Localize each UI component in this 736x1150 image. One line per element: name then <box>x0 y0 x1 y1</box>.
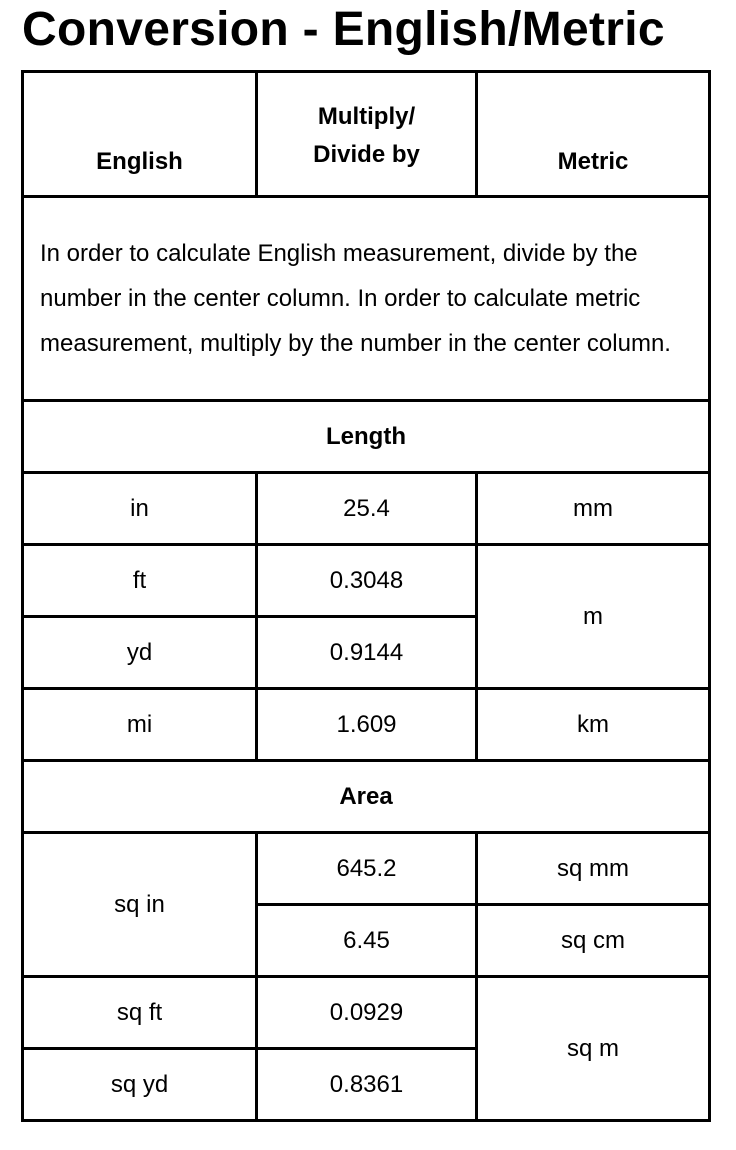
english-unit-cell: ft <box>23 545 257 617</box>
page-title: Conversion - English/Metric <box>22 3 665 56</box>
factor-cell: 0.0929 <box>257 977 477 1049</box>
metric-unit-cell: sq mm <box>477 833 710 905</box>
header-english: English <box>23 72 257 197</box>
english-unit-cell: sq ft <box>23 977 257 1049</box>
section-label-area: Area <box>23 761 710 833</box>
header-multiply-line1: Multiply/ <box>317 103 416 130</box>
factor-cell: 6.45 <box>257 905 477 977</box>
factor-cell: 25.4 <box>257 473 477 545</box>
header-row <box>23 72 710 197</box>
factor-cell: 1.609 <box>257 689 477 761</box>
english-unit-cell: in <box>23 473 257 545</box>
instruction-text: In order to calculate English measurement, divide by the number in the center column. In order to calculate metric measurement, multiply by the number in the center column. <box>23 197 710 401</box>
english-unit-cell: yd <box>23 617 257 689</box>
english-unit-cell: mi <box>23 689 257 761</box>
section-row-length <box>23 401 710 473</box>
header-metric: Metric <box>477 72 710 197</box>
factor-cell: 645.2 <box>257 833 477 905</box>
conversion-table <box>21 70 711 1122</box>
table-row <box>23 689 710 761</box>
table-row <box>23 473 710 545</box>
section-row-area <box>23 761 710 833</box>
metric-unit-cell: sq m <box>477 977 710 1121</box>
metric-unit-cell: mm <box>477 473 710 545</box>
table-row <box>23 833 710 905</box>
metric-unit-cell: m <box>477 545 710 689</box>
factor-cell: 0.3048 <box>257 545 477 617</box>
section-label-length: Length <box>23 401 710 473</box>
english-unit-cell: sq yd <box>23 1049 257 1121</box>
table-row <box>23 545 710 617</box>
header-multiply-line2: Divide by <box>313 141 420 168</box>
header-multiply-divide <box>257 72 477 197</box>
english-unit-cell: sq in <box>23 833 257 977</box>
table-row <box>23 977 710 1049</box>
factor-cell: 0.9144 <box>257 617 477 689</box>
instruction-row <box>23 197 710 401</box>
metric-unit-cell: sq cm <box>477 905 710 977</box>
metric-unit-cell: km <box>477 689 710 761</box>
factor-cell: 0.8361 <box>257 1049 477 1121</box>
